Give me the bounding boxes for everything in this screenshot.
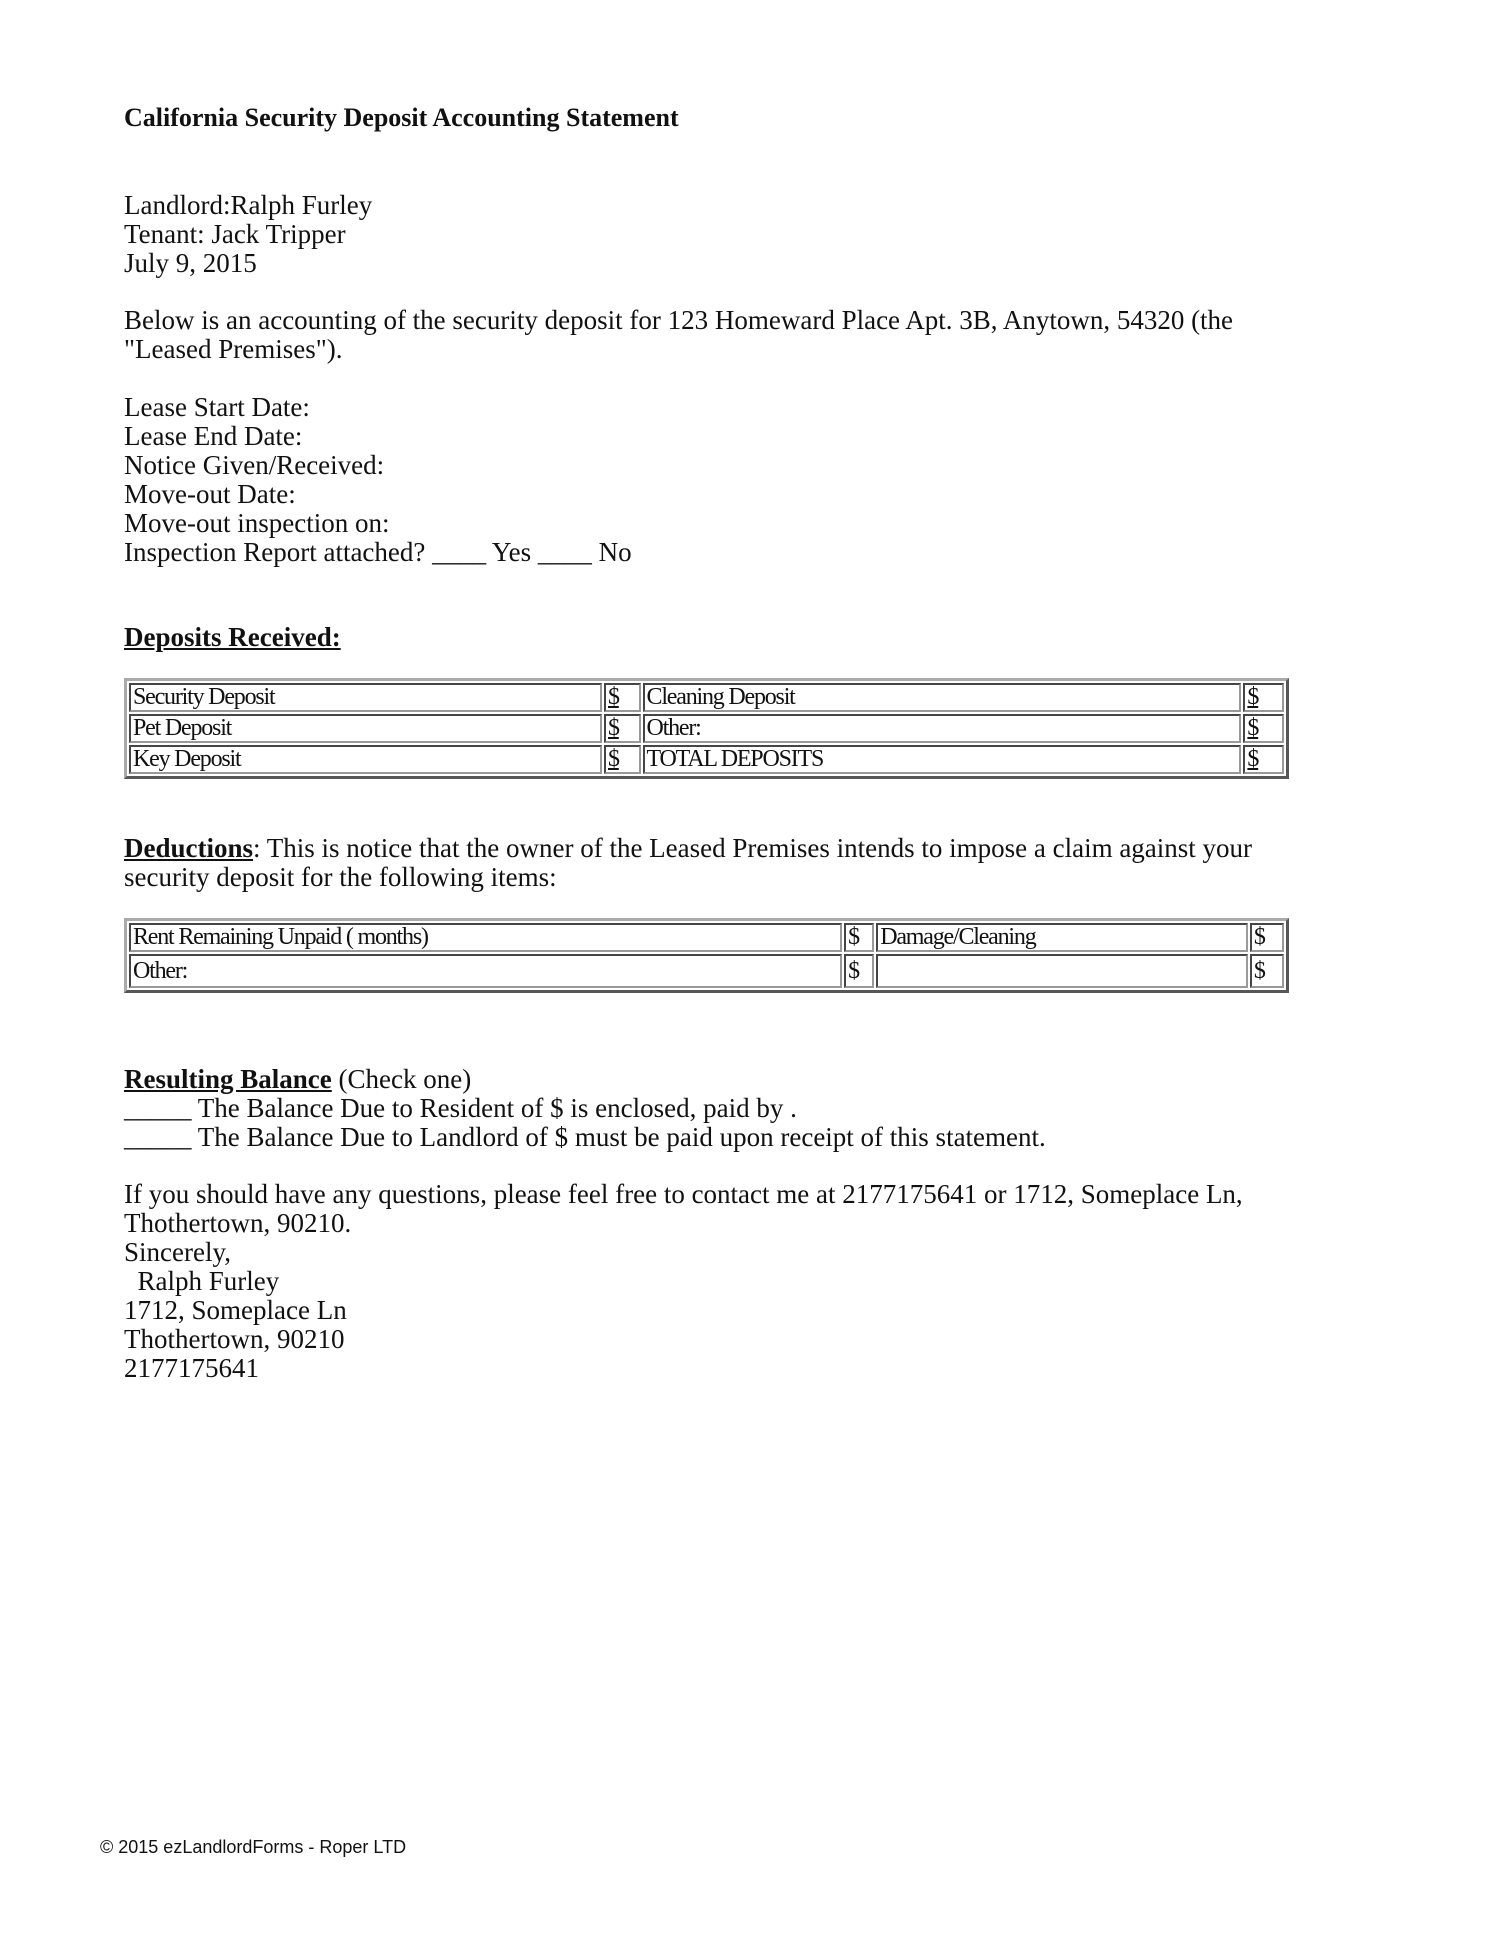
cell: $ — [604, 714, 641, 743]
cell: $ — [1243, 714, 1284, 743]
landlord-name: Ralph Furley — [230, 190, 373, 220]
lease-fields — [124, 393, 632, 567]
field-line: Inspection Report attached? ____ Yes ____ No — [124, 537, 632, 567]
table-row — [129, 954, 1284, 988]
cell: $ — [604, 683, 641, 712]
cell: Security Deposit — [129, 683, 602, 712]
cell: $ — [1250, 923, 1284, 952]
deductions-paragraph — [124, 834, 1252, 892]
closing-block — [124, 1180, 1243, 1383]
tenant-label: Tenant: — [124, 219, 205, 249]
field-line: Lease End Date: — [124, 421, 303, 451]
deductions-text: : This is notice that the owner of the Leased Premises intends to impose a claim against your — [253, 833, 1253, 863]
closing-line: 1712, Someplace Ln — [124, 1295, 347, 1325]
cell: Cleaning Deposit — [643, 683, 1242, 712]
table-row — [129, 714, 1284, 743]
cell: $ — [1243, 745, 1284, 774]
tenant-name: Jack Tripper — [211, 219, 346, 249]
landlord-line — [124, 191, 372, 220]
cell: Rent Remaining Unpaid ( months) — [129, 923, 842, 952]
statement-date: July 9, 2015 — [124, 248, 257, 278]
cell: TOTAL DEPOSITS — [643, 745, 1242, 774]
landlord-label: Landlord: — [124, 190, 231, 220]
field-line: Lease Start Date: — [124, 392, 310, 422]
intro-paragraph — [124, 306, 1233, 364]
field-line: Move-out Date: — [124, 479, 296, 509]
cell: $ — [844, 923, 874, 952]
cell: $ — [844, 954, 874, 988]
cell: $ — [604, 745, 641, 774]
deposits-table — [124, 678, 1289, 779]
table-row — [129, 745, 1284, 774]
deductions-line — [124, 834, 1252, 863]
table-row — [129, 683, 1284, 712]
closing-line: Thothertown, 90210. — [124, 1208, 352, 1238]
closing-line: If you should have any questions, please feel free to contact me at 2177175641 or 1712, Someplace Ln, — [124, 1179, 1243, 1209]
cell: Damage/Cleaning — [876, 923, 1248, 952]
deductions-heading: Deductions — [124, 833, 254, 863]
intro-line: Below is an accounting of the security deposit for 123 Homeward Place Apt. 3B, Anytown, 54320 (the — [124, 305, 1234, 335]
intro-line: "Leased Premises"). — [124, 334, 343, 364]
balance-instruction: (Check one) — [331, 1064, 472, 1094]
deductions-text: security deposit for the following items: — [124, 862, 557, 892]
deposits-heading: Deposits Received: — [124, 622, 341, 652]
field-line: Move-out inspection on: — [124, 508, 390, 538]
cell: $ — [1243, 683, 1284, 712]
tenant-line — [124, 220, 372, 249]
field-line: Notice Given/Received: — [124, 450, 385, 480]
closing-line: 2177175641 — [124, 1353, 259, 1383]
cell — [876, 954, 1248, 988]
balance-option: _____ The Balance Due to Resident of $ is enclosed, paid by . — [124, 1093, 797, 1123]
document-title: California Security Deposit Accounting Statement — [124, 103, 679, 132]
cell: Other: — [643, 714, 1242, 743]
deductions-table — [124, 918, 1289, 993]
copyright-footer: © 2015 ezLandlordForms - Roper LTD — [100, 1837, 407, 1857]
balance-heading-line — [124, 1065, 1046, 1094]
closing-line: Sincerely, — [124, 1237, 231, 1267]
signature-name: Ralph Furley — [124, 1266, 280, 1296]
closing-line: Thothertown, 90210 — [124, 1324, 345, 1354]
balance-block — [124, 1065, 1046, 1152]
cell: $ — [1250, 954, 1284, 988]
balance-option: _____ The Balance Due to Landlord of $ must be paid upon receipt of this statement. — [124, 1122, 1046, 1152]
cell: Other: — [129, 954, 842, 988]
table-row — [129, 923, 1284, 952]
balance-heading: Resulting Balance — [124, 1064, 332, 1094]
cell: Pet Deposit — [129, 714, 602, 743]
parties-block — [124, 191, 372, 278]
cell: Key Deposit — [129, 745, 602, 774]
